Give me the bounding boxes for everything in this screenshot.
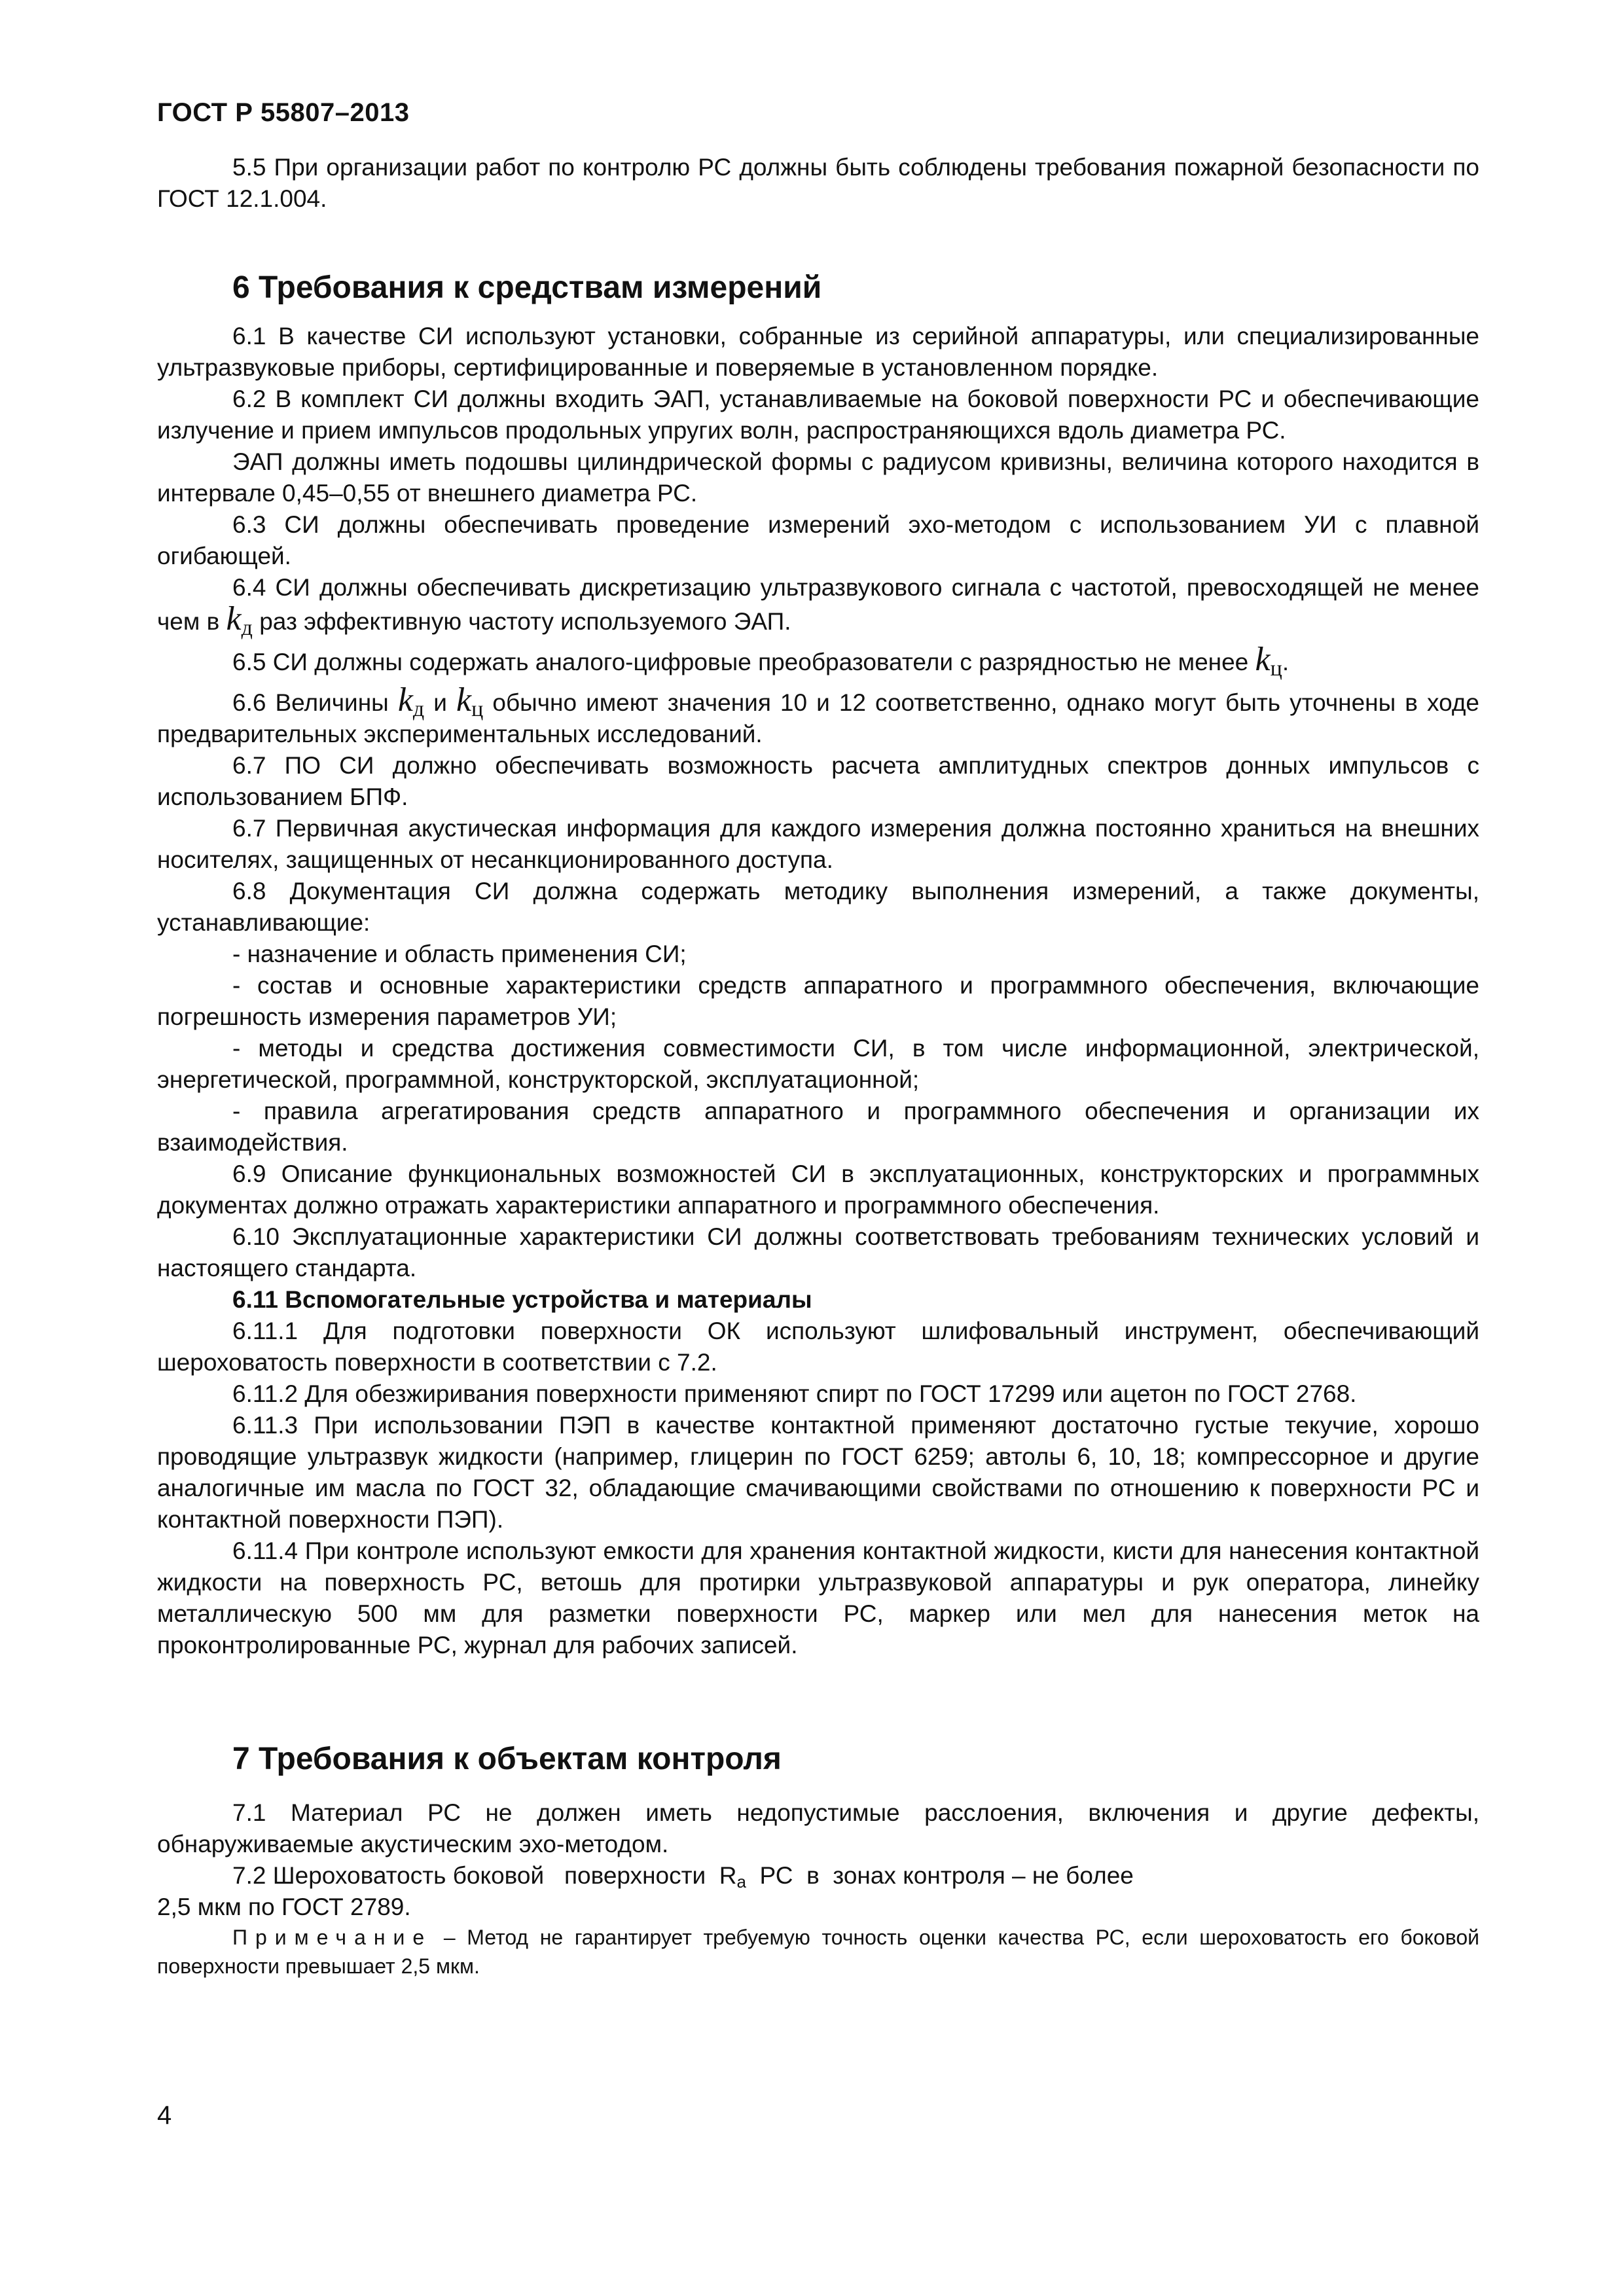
paragraph-7-2-continued: 2,5 мкм по ГОСТ 2789.	[157, 1893, 411, 1920]
paragraph-6-7: 6.7 ПО СИ должно обеспечивать возможность расчета амплитудных спектров донных импульсов с использованием БПФ.	[157, 752, 1479, 810]
paragraph-6-11-1: 6.11.1 Для подготовки поверхности ОК используют шлифовальный инструмент, обеспечивающий шероховатость поверхности в соответствии с 7.2.	[157, 1318, 1479, 1376]
note-text: – Метод не гарантирует требуемую точность оценки качества РС, если шероховатость его боковой поверхности превышает 2,5 мкм.	[157, 1926, 1479, 1978]
paragraph-6-2: 6.2 В комплект СИ должны входить ЭАП, устанавливаемые на боковой поверхности РС и обеспечивающие излучение и прием импульсов продольных упругих волн, распространяющихся вдоль диаметра РС.	[157, 386, 1479, 444]
paragraph-6-6-text-b: обычно имеют значения 10 и 12 соответственно, однако могут быть уточнены в ходе предварительных экспериментальных исследований.	[157, 689, 1479, 747]
section-6-heading: 6 Требования к средствам измерений	[232, 270, 822, 305]
paragraph-6-6-and: и	[433, 689, 447, 716]
paragraph-7-1: 7.1 Материал РС не должен иметь недопустимые расслоения, включения и другие дефекты, обнаруживаемые акустическим эхо-методом.	[157, 1799, 1479, 1857]
formula-k-letter: k	[226, 600, 242, 637]
paragraph-7-2-text-b: РС в зонах контроля – не более	[746, 1862, 1134, 1889]
list-item: - методы и средства достижения совместимости СИ, в том числе информационной, электрической, энергетической, программной, конструкторской, эксплуатационной;	[157, 1035, 1479, 1093]
formula-c-subscript: ц	[471, 697, 484, 721]
subsection-6-11-heading: 6.11 Вспомогательные устройства и материалы	[232, 1286, 812, 1313]
paragraph-7-2	[157, 1860, 1479, 1892]
formula-k-letter: k	[456, 681, 472, 719]
paragraph-6-6	[157, 681, 1479, 750]
paragraph-6-4-text-a: 6.4 СИ должны обеспечивать дискретизацию ультразвукового сигнала с частотой, превосходящей не менее чем в	[157, 574, 1479, 635]
list-item: - назначение и область применения СИ;	[232, 941, 687, 967]
document-header: ГОСТ Р 55807–2013	[157, 98, 410, 127]
formula-d-subscript: д	[412, 697, 425, 721]
formula-k-c	[1255, 641, 1282, 681]
paragraph-6-4-text-b: раз эффективную частоту используемого ЭАП.	[259, 608, 791, 635]
list-item: - правила агрегатирования средств аппаратного и программного обеспечения и организации их взаимодействия.	[157, 1098, 1479, 1156]
paragraph-6-3: 6.3 СИ должны обеспечивать проведение измерений эхо-методом с использованием УИ с плавной огибающей.	[157, 511, 1479, 569]
formula-d-subscript: д	[241, 616, 253, 640]
page-number: 4	[157, 2101, 172, 2130]
paragraph-6-7b: 6.7 Первичная акустическая информация для каждого измерения должна постоянно храниться на внешних носителях, защищенных от несанкционированного доступа.	[157, 815, 1479, 873]
section-7-heading: 7 Требования к объектам контроля	[232, 1742, 782, 1776]
note	[157, 1923, 1479, 1981]
paragraph-6-5-period: .	[1282, 649, 1290, 675]
paragraph-7-2-text-a: 7.2 Шероховатость боковой поверхности R	[232, 1862, 737, 1889]
formula-k-d	[226, 600, 253, 640]
formula-k-letter: k	[1255, 641, 1271, 678]
paragraph-6-6-text-a: 6.6 Величины	[232, 689, 389, 716]
list-item: - состав и основные характеристики средств аппаратного и программного обеспечения, включающие погрешность измерения параметров УИ;	[157, 972, 1479, 1030]
paragraph-6-2b: ЭАП должны иметь подошвы цилиндрической формы с радиусом кривизны, величина которого находится в интервале 0,45–0,55 от внешнего диаметра РС.	[157, 448, 1479, 507]
roughness-subscript: a	[736, 1872, 746, 1892]
paragraph-6-4	[157, 572, 1479, 640]
paragraph-6-11-3: 6.11.3 При использовании ПЭП в качестве контактной применяют достаточно густые текучие, хорошо проводящие ультразвук жидкости (например, глицерин по ГОСТ 6259; автолы 6, 10, 18; компрессорное и другие аналогичные им масла по ГОСТ 32, обладающие смачивающими свойствами по отношению к поверхности РС и контактной поверхности ПЭП).	[157, 1412, 1479, 1533]
paragraph-6-1: 6.1 В качестве СИ используют установки, собранные из серийной аппаратуры, или специализированные ультразвуковые приборы, сертифицированные и поверяемые в установленном порядке.	[157, 323, 1479, 381]
formula-k-d	[398, 681, 424, 719]
paragraph-5-5: 5.5 При организации работ по контролю РС должны быть соблюдены требования пожарной безопасности по ГОСТ 12.1.004.	[157, 154, 1479, 212]
paragraph-6-9: 6.9 Описание функциональных возможностей СИ в эксплуатационных, конструкторских и программных документах должно отражать характеристики аппаратного и программного обеспечения.	[157, 1160, 1479, 1219]
page-content	[157, 152, 1479, 1981]
paragraph-6-11-4: 6.11.4 При контроле используют емкости для хранения контактной жидкости, кисти для нанесения контактной жидкости на поверхность РС, ветошь для протирки ультразвуковой аппаратуры и рук оператора, линейку металлическую 500 мм для разметки поверхности РС, маркер или мел для нанесения меток на проконтролированные РС, журнал для рабочих записей.	[157, 1537, 1479, 1659]
paragraph-6-11-2: 6.11.2 Для обезжиривания поверхности применяют спирт по ГОСТ 17299 или ацетон по ГОСТ 2768.	[232, 1380, 1357, 1407]
formula-k-letter: k	[397, 681, 413, 719]
paragraph-6-5-text-a: 6.5 СИ должны содержать аналого-цифровые преобразователи с разрядностью не менее	[232, 649, 1249, 675]
formula-c-subscript: ц	[1270, 656, 1282, 681]
paragraph-6-5	[157, 641, 1479, 681]
formula-k-c	[456, 681, 483, 719]
paragraph-6-10: 6.10 Эксплуатационные характеристики СИ должны соответствовать требованиям технических условий и настоящего стандарта.	[157, 1223, 1479, 1282]
note-label: Примечание	[232, 1926, 433, 1949]
paragraph-6-8: 6.8 Документация СИ должна содержать методику выполнения измерений, а также документы, устанавливающие:	[157, 878, 1479, 936]
